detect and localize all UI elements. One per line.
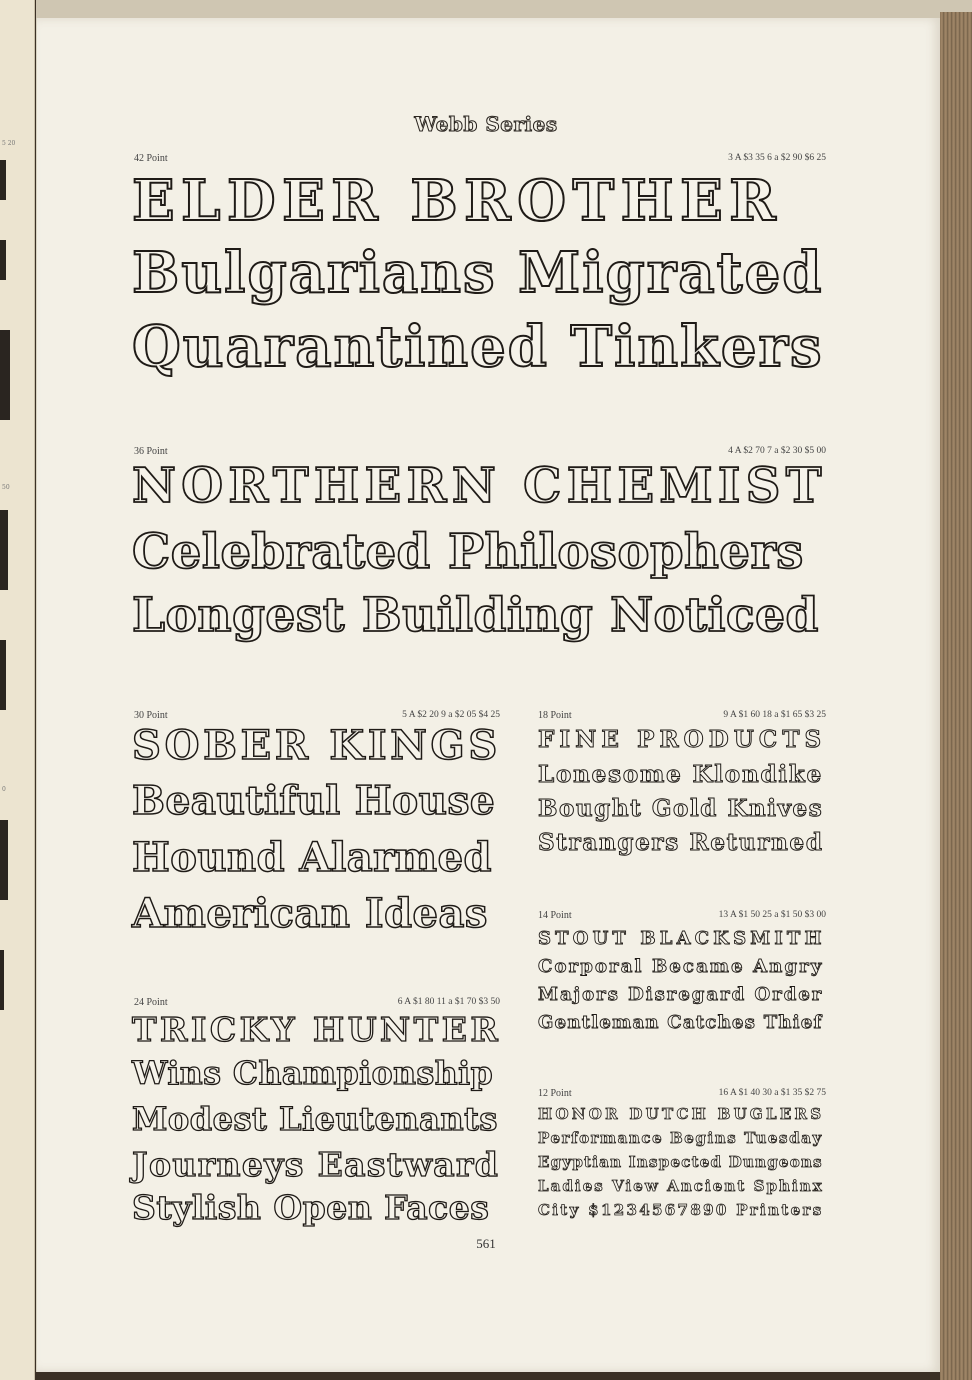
price-18: 9 A $1 60 18 a $1 65 $3 25 bbox=[723, 710, 826, 720]
left-glyph bbox=[0, 510, 8, 590]
size-label-14: 14 Point bbox=[538, 910, 572, 921]
specimen-line: NORTHERN CHEMIST bbox=[132, 458, 827, 514]
specimen-line: City $1234567890 Printers bbox=[538, 1201, 824, 1219]
left-glyph bbox=[0, 820, 8, 900]
specimen-line: Beautiful House bbox=[132, 778, 496, 824]
specimen-line: Celebrated Philosophers bbox=[132, 524, 804, 580]
specimen-line: FINE PRODUCTS bbox=[538, 726, 827, 753]
specimen-line: TRICKY HUNTER bbox=[132, 1010, 502, 1049]
specimen-line: Journeys Eastward bbox=[132, 1145, 500, 1184]
size-label-30: 30 Point bbox=[134, 710, 168, 721]
left-page-sliver bbox=[0, 0, 35, 1380]
size-label-42: 42 Point bbox=[134, 153, 168, 164]
specimen-line: STOUT BLACKSMITH bbox=[538, 928, 826, 949]
specimen-line: Egyptian Inspected Dungeons bbox=[538, 1153, 823, 1171]
book-top-edge bbox=[36, 0, 972, 18]
left-glyph bbox=[0, 160, 6, 200]
left-glyph bbox=[0, 240, 6, 280]
size-label-18: 18 Point bbox=[538, 710, 572, 721]
specimen-line: Lonesome Klondike bbox=[538, 761, 824, 788]
price-36: 4 A $2 70 7 a $2 30 $5 00 bbox=[728, 446, 826, 456]
specimen-line: Hound Alarmed bbox=[132, 834, 492, 881]
specimen-line: ELDER BROTHER bbox=[132, 168, 783, 234]
left-page-number: 50 bbox=[2, 484, 10, 491]
left-glyph bbox=[0, 330, 10, 420]
book-fore-edge bbox=[940, 12, 972, 1380]
size-label-36: 36 Point bbox=[134, 446, 168, 457]
left-page-number: 0 bbox=[2, 786, 6, 793]
specimen-line: Gentleman Catches Thief bbox=[538, 1012, 823, 1033]
price-42: 3 A $3 35 6 a $2 90 $6 25 bbox=[728, 153, 826, 163]
specimen-line: Bought Gold Knives bbox=[538, 795, 824, 822]
specimen-line: Wins Championship bbox=[132, 1055, 494, 1092]
specimen-line: Ladies View Ancient Sphinx bbox=[538, 1177, 824, 1195]
specimen-line: Bulgarians Migrated bbox=[132, 240, 824, 306]
size-label-12: 12 Point bbox=[538, 1088, 572, 1099]
specimen-line: Longest Building Noticed bbox=[132, 588, 819, 643]
specimen-line: Modest Lieutenants bbox=[132, 1100, 498, 1138]
left-page-number: 5 20 bbox=[2, 140, 16, 147]
specimen-line: Quarantined Tinkers bbox=[132, 314, 824, 380]
specimen-line: Majors Disregard Order bbox=[538, 984, 824, 1005]
price-12: 16 A $1 40 30 a $1 35 $2 75 bbox=[718, 1088, 826, 1098]
price-24: 6 A $1 80 11 a $1 70 $3 50 bbox=[397, 997, 500, 1007]
specimen-line: Corporal Became Angry bbox=[538, 956, 824, 977]
left-glyph bbox=[0, 640, 6, 710]
specimen-line: Performance Begins Tuesday bbox=[538, 1129, 823, 1147]
specimen-line: Stylish Open Faces bbox=[132, 1188, 490, 1227]
specimen-line: SOBER KINGS bbox=[132, 722, 501, 769]
specimen-line: American Ideas bbox=[132, 890, 488, 937]
size-label-24: 24 Point bbox=[134, 997, 168, 1008]
specimen-line: HONOR DUTCH BUGLERS bbox=[538, 1105, 825, 1123]
page-number: 561 bbox=[476, 1236, 496, 1251]
left-glyph bbox=[0, 950, 4, 1010]
price-14: 13 A $1 50 25 a $1 50 $3 00 bbox=[718, 910, 826, 920]
specimen-line: Strangers Returned bbox=[538, 829, 824, 856]
page-title: Webb Series bbox=[414, 112, 558, 136]
price-30: 5 A $2 20 9 a $2 05 $4 25 bbox=[402, 710, 500, 720]
